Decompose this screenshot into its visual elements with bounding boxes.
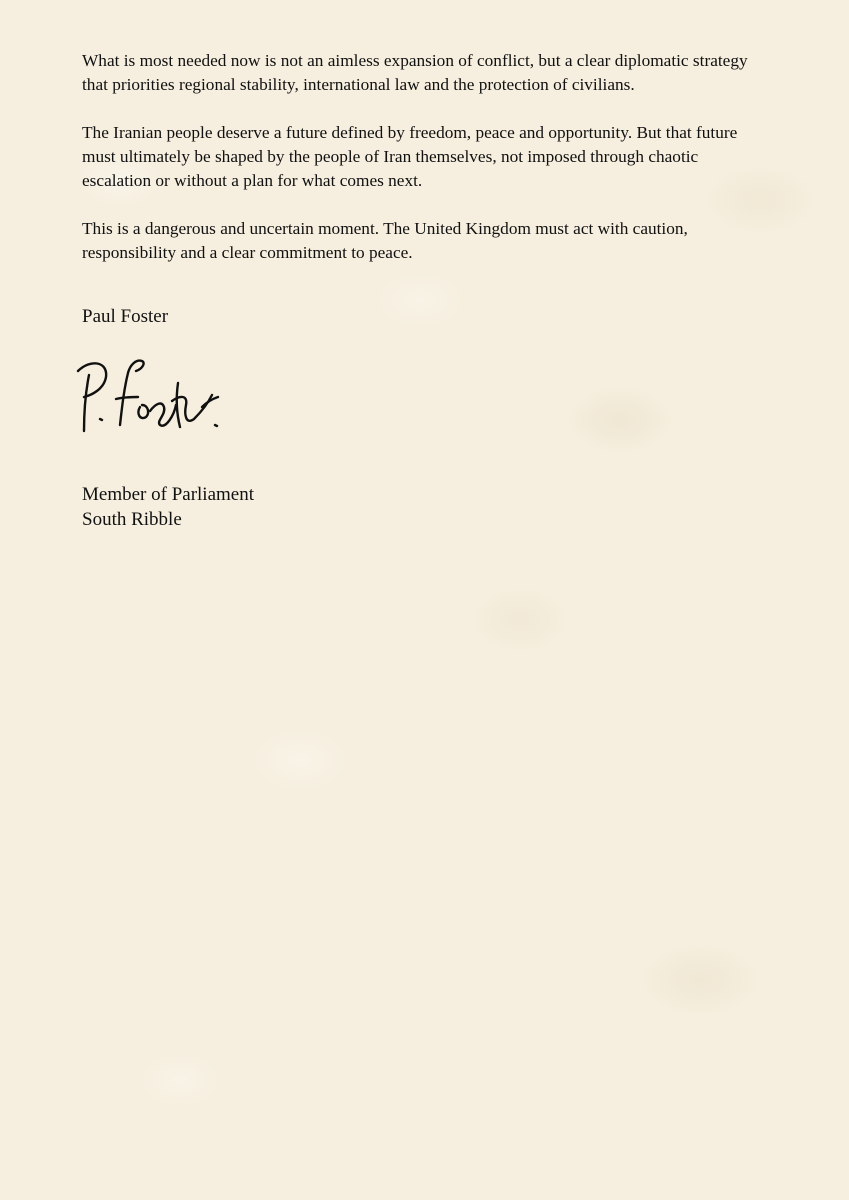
letter-body: [82, 49, 762, 289]
signature-graphic: [62, 345, 232, 445]
signoff-name: Paul Foster: [82, 306, 169, 327]
title-block: [82, 482, 254, 532]
paragraph-iranian-people: The Iranian people deserve a future defined by freedom, peace and opportunity. But that future must ultimately be shaped by the people of Iran themselves, not imposed through chaotic escalation or without a plan for what comes next.: [82, 123, 738, 190]
paragraph-dangerous-moment: This is a dangerous and uncertain moment. The United Kingdom must act with caution, responsibility and a clear commitment to peace.: [82, 219, 688, 262]
title-constituency: South Ribble: [82, 509, 182, 530]
handwritten-signature: [62, 345, 232, 445]
paragraph-diplomatic-strategy: What is most needed now is not an aimless expansion of conflict, but a clear diplomatic strategy that priorities regional stability, international law and the protection of civilians.: [82, 51, 748, 94]
title-role: Member of Parliament: [82, 484, 255, 505]
